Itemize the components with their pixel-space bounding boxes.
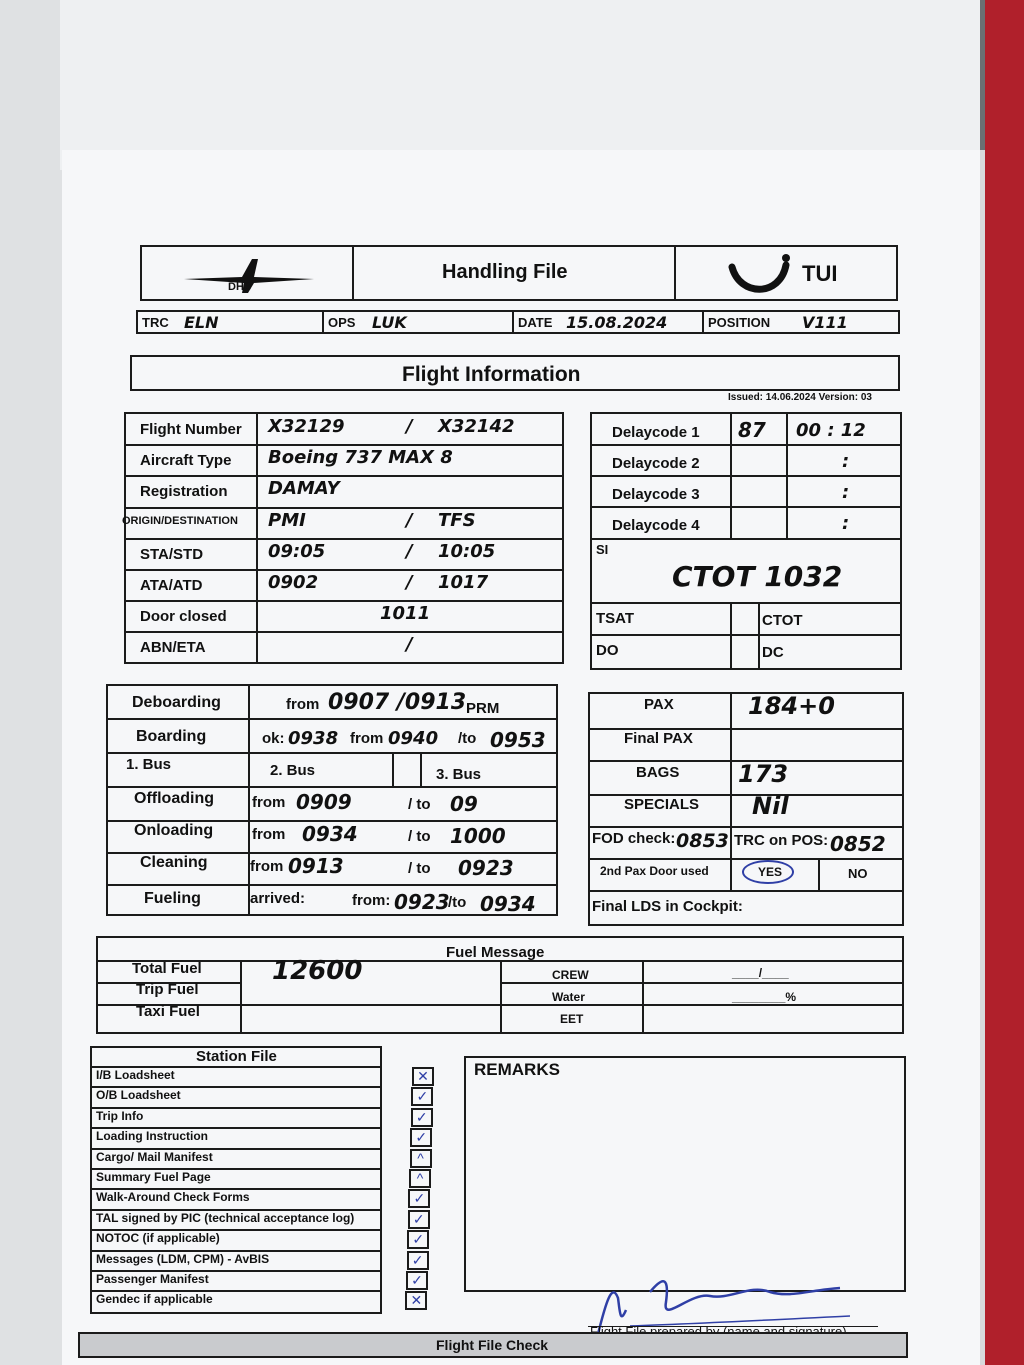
no-option: NO (848, 866, 868, 881)
station-file-item: Walk-Around Check Forms (96, 1190, 250, 1205)
meta-row (136, 310, 900, 334)
station-file-checkbox[interactable]: ✓ (408, 1210, 430, 1229)
flight-info-separator: / (406, 540, 413, 562)
crew-label: CREW (552, 968, 589, 982)
trc-value: ELN (184, 313, 219, 332)
logo-text: DHS (228, 281, 252, 293)
station-file-item: Summary Fuel Page (96, 1170, 211, 1184)
station-file-checkbox[interactable]: ✓ (411, 1087, 433, 1106)
flight-info-separator: / (406, 572, 413, 593)
flight-info-left-value: 0902 (268, 572, 319, 593)
final-pax-label: Final PAX (624, 730, 693, 747)
trc-on-pos-value: 0852 (830, 832, 886, 856)
yes-option: YES (758, 865, 783, 879)
onloading-label: Onloading (134, 822, 214, 839)
delaycode-value: 87 (738, 418, 766, 442)
flight-info-separator: 1011 (380, 603, 431, 625)
offloading-to-label: / to (408, 796, 431, 813)
station-file-item: Trip Info (96, 1108, 144, 1123)
fueling-to-label: /to (448, 894, 467, 911)
flight-info-right-value: X32142 (438, 416, 515, 437)
bus-3-label: 3. Bus (436, 766, 482, 783)
boarding-label: Boarding (136, 728, 207, 745)
flight-info-right-value: 1017 (438, 572, 489, 593)
brand-name: TUI (802, 261, 838, 286)
onloading-from-value: 0934 (302, 822, 358, 846)
si-label: SI (596, 542, 609, 557)
handling-file-form (62, 150, 980, 1365)
background-paper (60, 0, 980, 170)
station-file-checkbox[interactable]: ✓ (411, 1108, 433, 1127)
flight-info-left-value: 09:05 (268, 540, 326, 562)
fod-check-label: FOD check: (592, 830, 676, 847)
boarding-from-value: 0940 (388, 728, 439, 749)
station-file-item: O/B Loadsheet (96, 1088, 181, 1103)
bus-2-label: 2. Bus (270, 762, 316, 779)
station-file-checkbox[interactable]: ✕ (412, 1067, 434, 1086)
delaycode-time: : (842, 482, 850, 503)
deboarding-label: Deboarding (132, 694, 221, 711)
delaycode-label: Delaycode 1 (612, 424, 700, 441)
pax-value: 184+0 (748, 692, 835, 720)
fueling-arrived-label: arrived: (250, 890, 306, 907)
onloading-from-label: from (252, 826, 286, 843)
pax-label: PAX (644, 696, 674, 713)
specials-value: Nil (752, 792, 789, 820)
boarding-to-label: /to (458, 730, 477, 747)
station-file-item: Messages (LDM, CPM) - AvBIS (96, 1251, 270, 1266)
station-file-item: Cargo/ Mail Manifest (96, 1149, 213, 1164)
fueling-to-value: 0934 (480, 892, 536, 916)
trip-fuel-label: Trip Fuel (136, 981, 199, 998)
ops-value: LUK (372, 313, 407, 332)
flight-info-left-value: Boeing 737 MAX 8 (268, 447, 453, 469)
onloading-to-label: / to (408, 828, 431, 845)
flight-file-check-label: Flight File Check (436, 1337, 549, 1353)
station-file-item: Loading Instruction (96, 1129, 208, 1144)
background-surface (0, 0, 62, 1365)
flight-info-label: Aircraft Type (140, 452, 232, 470)
boarding-ok-value: 0938 (288, 728, 339, 749)
flight-info-left-value: PMI (268, 509, 306, 531)
ops-label: OPS (328, 315, 356, 330)
offloading-label: Offloading (134, 790, 214, 807)
flight-information-banner (130, 355, 900, 391)
fod-check-value: 0853 (676, 830, 729, 852)
ctot-label: CTOT (762, 612, 803, 629)
offloading-from-value: 0909 (296, 790, 352, 814)
dc-label: DC (762, 644, 784, 661)
flight-info-label: Registration (140, 483, 228, 501)
total-fuel-value: 12600 (272, 956, 363, 986)
taxi-fuel-label: Taxi Fuel (136, 1003, 200, 1020)
station-file-checkbox[interactable]: ✓ (407, 1230, 429, 1249)
station-file-item: TAL signed by PIC (technical acceptance log) (96, 1210, 355, 1225)
station-file-checkbox[interactable]: ✓ (406, 1271, 428, 1290)
prm-label: PRM (466, 700, 500, 717)
fueling-from-value: 0923 (394, 890, 450, 914)
specials-label: SPECIALS (624, 796, 700, 813)
bags-value: 173 (738, 760, 789, 788)
delaycode-time: 00 : 12 (796, 420, 866, 441)
fueling-from-label: from: (352, 892, 391, 909)
water-value: ________% (732, 990, 797, 1004)
water-label: Water (552, 990, 585, 1004)
flight-info-label: Flight Number (140, 421, 242, 438)
cleaning-label: Cleaning (140, 854, 208, 871)
row-divider (126, 600, 562, 602)
issued-version: Issued: 14.06.2024 Version: 03 (728, 392, 872, 403)
flight-info-label: ATA/ATD (140, 577, 203, 594)
offloading-from-label: from (252, 794, 286, 811)
flight-info-left-value: DAMAY (268, 478, 340, 500)
delaycode-label: Delaycode 4 (612, 517, 700, 534)
header-box (140, 245, 898, 301)
delaycode-time: : (842, 513, 850, 534)
station-file-checkbox[interactable]: ✕ (405, 1291, 427, 1310)
delaycode-label: Delaycode 2 (612, 455, 700, 472)
station-file-item: I/B Loadsheet (96, 1068, 175, 1082)
position-value: V111 (802, 313, 848, 332)
tsat-label: TSAT (596, 610, 635, 627)
station-file-item: Passenger Manifest (96, 1272, 209, 1286)
onloading-to-value: 1000 (450, 824, 506, 848)
delay-table (590, 412, 902, 670)
cleaning-to-value: 0923 (458, 856, 514, 880)
flight-info-right-value: 10:05 (438, 540, 496, 562)
crew-value: ____/____ (732, 966, 789, 980)
airplane-logo-icon (182, 253, 322, 297)
station-file-item: NOTOC (if applicable) (96, 1231, 220, 1246)
cleaning-from-value: 0913 (288, 854, 344, 878)
station-file-checkbox[interactable]: ^ (410, 1149, 432, 1168)
station-file-item: Gendec if applicable (96, 1292, 213, 1307)
remarks-label: REMARKS (474, 1060, 560, 1079)
do-label: DO (596, 642, 619, 659)
station-file-checkbox[interactable]: ✓ (408, 1189, 430, 1208)
row-divider (126, 631, 562, 633)
cleaning-to-label: / to (408, 860, 431, 877)
station-file-checkbox[interactable]: ✓ (410, 1128, 432, 1147)
boarding-to-value: 0953 (490, 728, 546, 752)
bus-1-label: 1. Bus (126, 756, 172, 773)
boarding-from-label: from (350, 730, 384, 747)
offloading-to-value: 09 (450, 792, 478, 816)
final-lds-label: Final LDS in Cockpit: (592, 898, 743, 915)
deboarding-from-label: from (286, 696, 320, 713)
flight-info-label: ABN/ETA (140, 639, 206, 657)
row-divider (126, 444, 562, 446)
cleaning-from-label: from (250, 858, 284, 875)
fueling-label: Fueling (144, 890, 201, 907)
second-door-label: 2nd Pax Door used (600, 864, 709, 878)
flight-info-right-value: TFS (438, 509, 476, 531)
tui-smile-logo-icon (728, 253, 800, 297)
date-label: DATE (518, 315, 553, 330)
bags-label: BAGS (636, 764, 680, 781)
deboarding-value: 0907 /0913 (328, 690, 467, 715)
si-value: CTOT 1032 (672, 560, 843, 593)
flight-info-label: STA/STD (140, 545, 204, 563)
boarding-ok-label: ok: (262, 730, 285, 747)
flight-file-check-bar (78, 1332, 908, 1358)
row-divider (126, 507, 562, 509)
flight-info-label: ORIGIN/DESTINATION (122, 514, 238, 527)
delaycode-label: Delaycode 3 (612, 486, 700, 503)
position-label: POSITION (708, 315, 771, 330)
total-fuel-label: Total Fuel (132, 960, 202, 977)
row-divider (126, 538, 562, 540)
flight-info-left-value: X32129 (268, 416, 345, 437)
page-title: Handling File (442, 261, 568, 283)
flight-information-title: Flight Information (402, 363, 581, 386)
station-file-checkbox[interactable]: ^ (409, 1169, 431, 1188)
date-value: 15.08.2024 (566, 313, 668, 332)
red-folder-edge (985, 0, 1024, 1365)
row-divider (126, 569, 562, 571)
delaycode-time: : (842, 451, 850, 472)
flight-info-separator: / (406, 634, 413, 656)
flight-info-separator: / (406, 509, 413, 531)
trc-on-pos-label: TRC on POS: (734, 832, 829, 849)
remarks-box (464, 1056, 906, 1292)
eet-label: EET (560, 1012, 584, 1026)
station-file-title: Station File (196, 1048, 277, 1065)
flight-info-label: Door closed (140, 608, 227, 626)
row-divider (126, 475, 562, 477)
flight-info-separator: / (406, 416, 413, 437)
trc-label: TRC (142, 315, 169, 330)
fuel-message-title: Fuel Message (446, 944, 545, 961)
station-file-checkbox[interactable]: ✓ (407, 1251, 429, 1270)
